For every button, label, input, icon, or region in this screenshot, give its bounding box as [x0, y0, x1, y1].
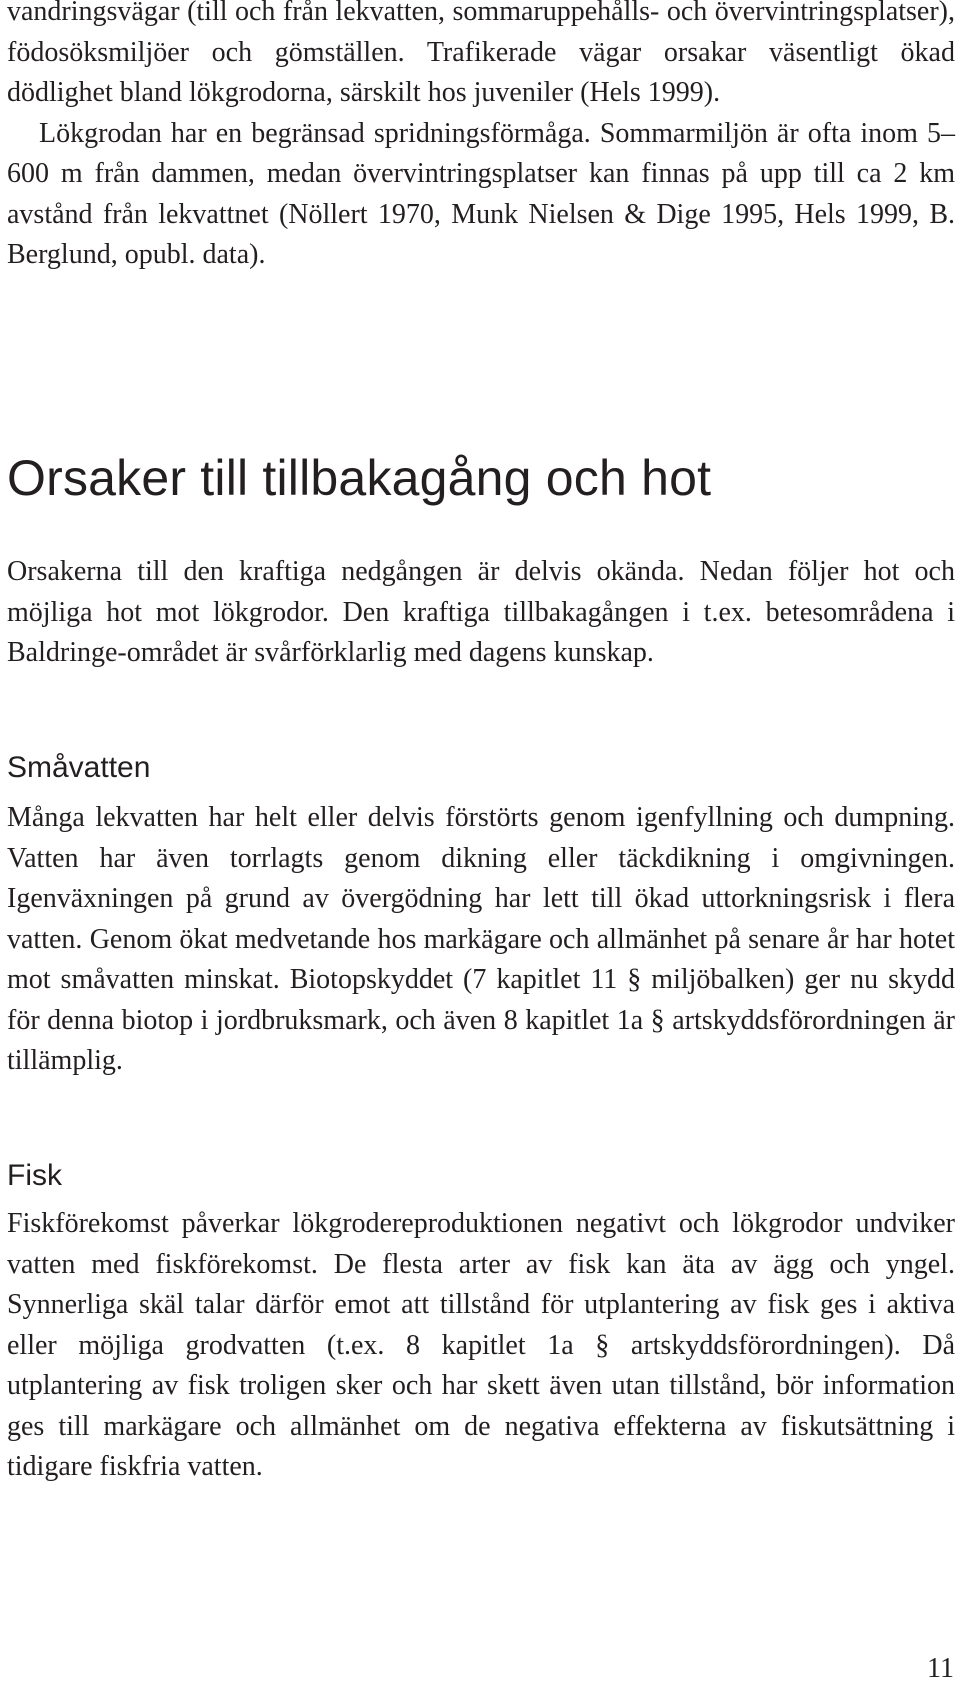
causes-text: [7, 552, 955, 674]
intro-paragraph: vandringsvägar (till och från lekvatten, sommaruppehålls- och övervintringsplatser), födosöksmiljöer och gömställen. Trafikerade vägar orsakar väsentligt ökad dödlighet bland lökgrodorna, särskilt hos juveniler (Hels 1999).: [7, 0, 955, 108]
subheading-fish: Fisk: [7, 1159, 62, 1192]
intro-text: [7, 0, 955, 276]
small-waters-paragraph: Många lekvatten har helt eller delvis förstörts genom igenfyllning och dumpning. Vatten har även torrlagts genom dikning eller täckdikning i omgivningen. Igenväxningen på grund av övergödning har lett till ökad uttorkningsrisk i flera vatten. Genom ökat medvetande hos markägare och allmänhet på senare år har hotet mot småvatten minskat. Biotopskyddet (7 kapitlet 11 § miljöbalken) ger nu skydd för denna biotop i jordbruksmark, och även 8 kapitlet 1a § artskyddsförordningen är tillämplig.: [7, 802, 955, 1076]
fish-paragraph: Fiskförekomst påverkar lökgrodereproduktionen negativt och lökgrodor undviker vatten med fiskförekomst. De flesta arter av fisk kan äta av ägg och yngel. Synnerliga skäl talar därför emot att tillstånd för utplantering av fisk ges i aktiva eller möjliga grodvatten (t.ex. 8 kapitlet 1a § artskyddsförordningen). Då utplantering av fisk troligen sker och har skett även utan tillstånd, bör information ges till markägare och allmänhet om de negativa effekterna av fiskutsättning i tidigare fiskfria vatten.: [7, 1208, 955, 1482]
fish-text: [7, 1204, 955, 1488]
section-heading-causes: Orsaker till tillbakagång och hot: [7, 450, 712, 506]
subheading-small-waters: Småvatten: [7, 751, 151, 784]
page-number: 11: [927, 1653, 954, 1684]
causes-paragraph: Orsakerna till den kraftiga nedgången är delvis okända. Nedan följer hot och möjliga hot mot lökgrodor. Den kraftiga tillbakagången i t.ex. betesområdena i Baldringe-området är svårförklarlig med dagens kunskap.: [7, 556, 955, 668]
small-waters-text: [7, 798, 955, 1082]
intro-paragraph: Lökgrodan har en begränsad spridningsförmåga. Sommarmiljön är ofta inom 5–600 m från dammen, medan övervintringsplatser kan finnas på upp till ca 2 km avstånd från lekvattnet (Nöllert 1970, Munk Nielsen & Dige 1995, Hels 1999, B. Berglund, opubl. data).: [7, 117, 955, 270]
